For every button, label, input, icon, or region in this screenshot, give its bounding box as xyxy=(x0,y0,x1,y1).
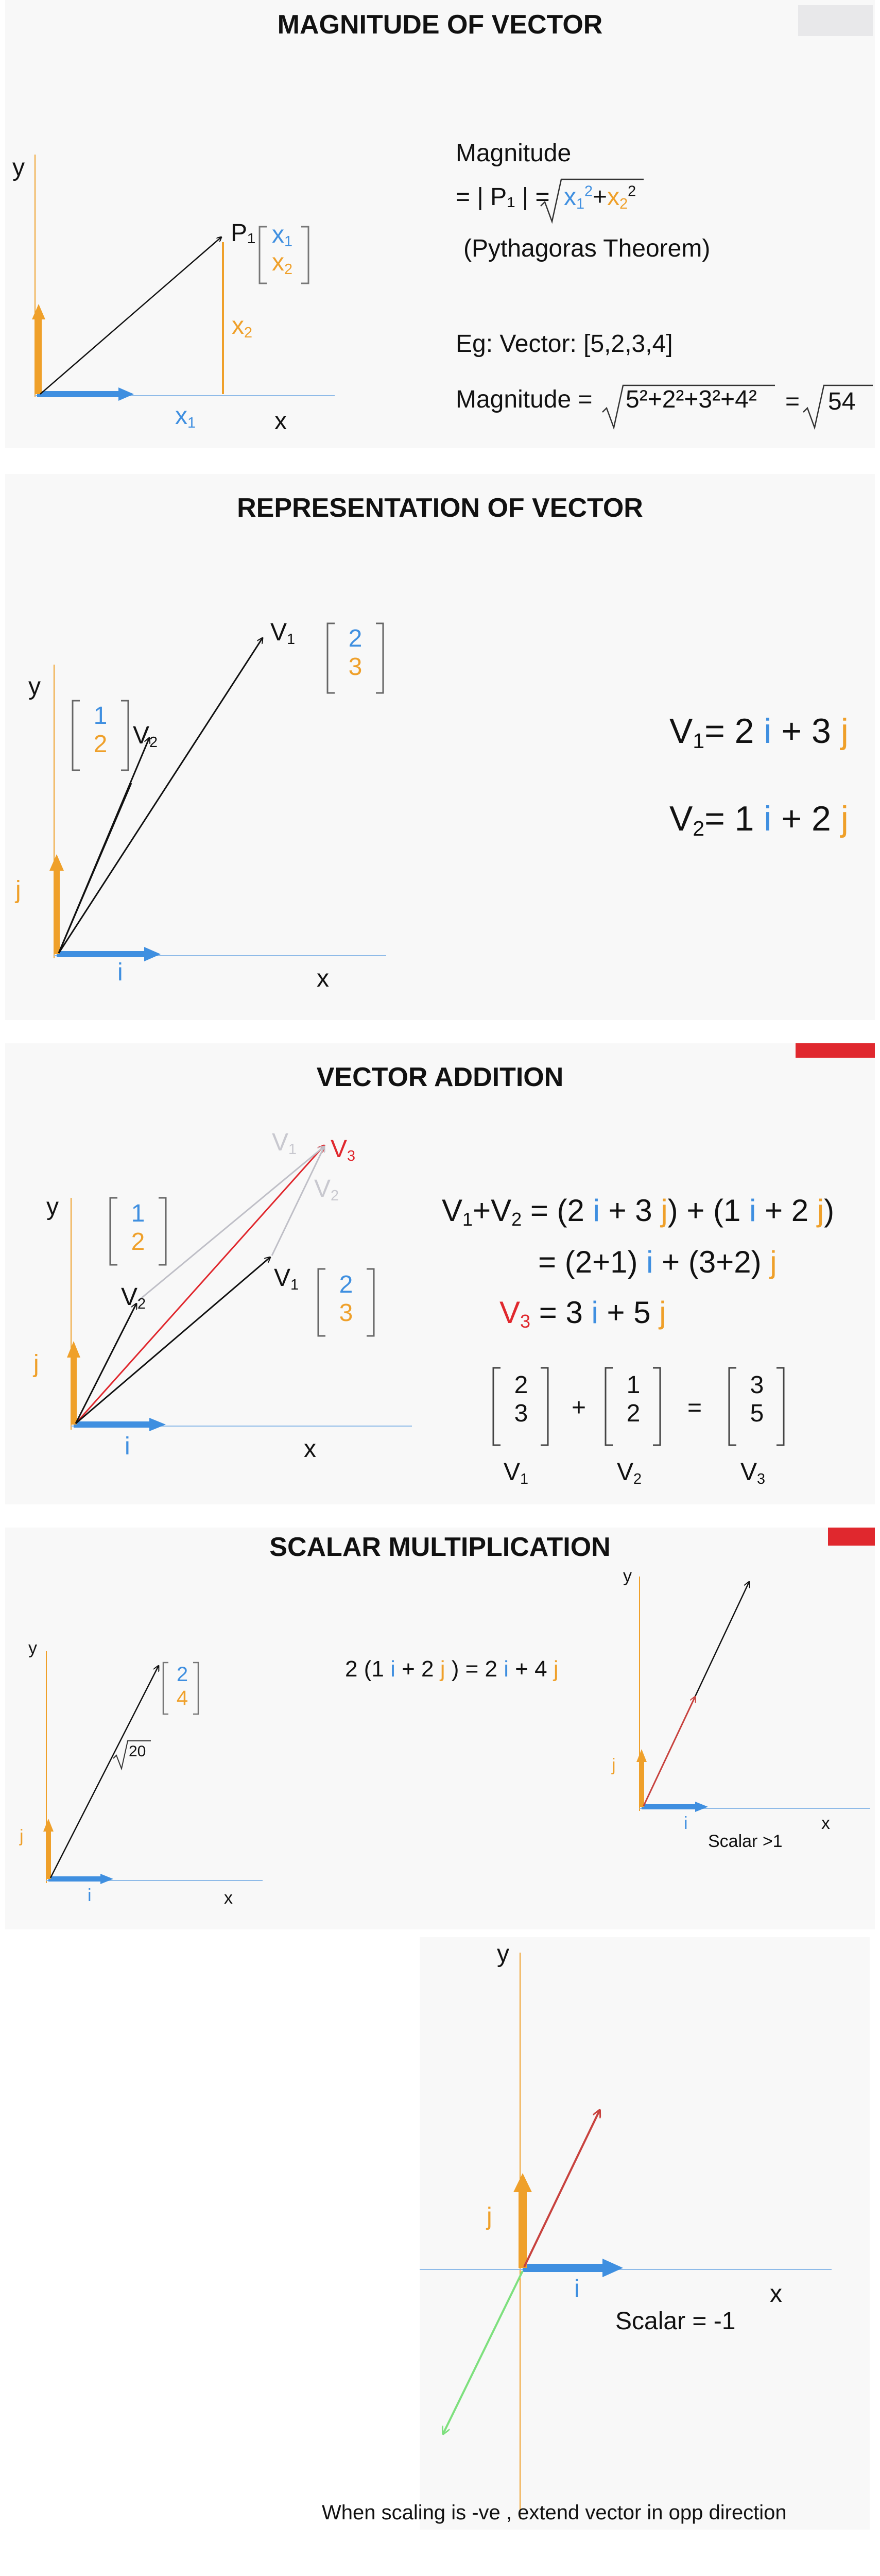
sum-m1-bracket-right xyxy=(541,1368,548,1445)
v2-column-vector: 1 2 xyxy=(131,1200,145,1256)
scalar-equation: 2 (1 i + 2 j ) = 2 i + 4 j xyxy=(345,1656,559,1682)
vector-v2-shadow xyxy=(59,783,131,953)
v1-bracket-right xyxy=(367,1269,374,1336)
bracket-right xyxy=(301,227,308,283)
x2-label: $x_2$ xyxy=(232,312,253,342)
vector-v1 xyxy=(76,1257,270,1423)
sum-m2-bracket-right xyxy=(653,1368,660,1445)
addition-line-1: $V_1+V_2 = (2$ i + 3 j) + (1 i + 2 j) xyxy=(442,1193,835,1230)
left-column-vector: 2 4 xyxy=(176,1663,188,1709)
sum-label-v1: $V_1$ xyxy=(504,1459,529,1488)
addition-line-3: $V_3 = 3$ i + 5 j xyxy=(499,1295,666,1332)
v1-bracket-right xyxy=(376,623,383,693)
left-x-axis-label: x xyxy=(224,1888,233,1908)
right-j-label: j xyxy=(612,1755,616,1775)
v3-label: $V_3$ xyxy=(331,1136,356,1165)
i-label: i xyxy=(125,1433,130,1460)
v2-bracket-right xyxy=(159,1198,166,1265)
x-axis-label: x xyxy=(770,2280,782,2308)
left-j-label: j xyxy=(20,1826,24,1846)
i-arrowhead xyxy=(144,947,161,961)
vector-p1 xyxy=(40,237,221,394)
sum-matrix-2: 1 2 xyxy=(626,1371,641,1428)
left-y-axis-label: y xyxy=(28,1638,37,1658)
bracket-left xyxy=(260,227,267,283)
panel-title: VECTOR ADDITION xyxy=(316,1062,564,1092)
example-equals: = xyxy=(785,388,800,415)
x-axis-label: x xyxy=(304,1435,316,1463)
scalar-multiplication-diagram xyxy=(5,1528,875,1929)
left-i-arrowhead xyxy=(100,1874,113,1884)
sum-label-v3: $V_3$ xyxy=(740,1459,766,1488)
x-axis-label: x xyxy=(317,965,329,992)
sum-label-v2: $V_2$ xyxy=(617,1459,642,1488)
panel-title: SCALAR MULTIPLICATION xyxy=(269,1532,611,1562)
magnitude-radicand: $x_1^2+x_2^2$ xyxy=(564,183,636,213)
i-arrowhead xyxy=(149,1418,166,1431)
p1-label: P₁ xyxy=(231,219,256,247)
magnitude-diagram xyxy=(5,0,875,448)
root-label: 20 xyxy=(129,1743,146,1760)
j-label: j xyxy=(15,876,21,904)
j-arrowhead xyxy=(513,2173,532,2192)
v2-label: $V_2$ xyxy=(133,722,158,751)
example-lhs: Magnitude = xyxy=(456,386,593,413)
v2-label: $V_2$ xyxy=(121,1283,146,1313)
magnitude-formula-prefix: = | P₁ | = xyxy=(456,183,550,211)
y-axis-label: y xyxy=(46,1193,59,1221)
sum-matrix-1: 2 3 xyxy=(514,1371,528,1428)
v2-bracket-left xyxy=(73,701,80,770)
magnitude-panel xyxy=(5,0,875,448)
j-label: j xyxy=(33,1350,39,1378)
example-vector: Eg: Vector: [5,2,3,4] xyxy=(456,330,673,358)
sum-m1-bracket-left xyxy=(493,1368,501,1445)
sum-m3-bracket-right xyxy=(777,1368,784,1445)
corner-badge xyxy=(796,1043,875,1058)
vector-v2 xyxy=(76,1303,136,1423)
y-axis-label: y xyxy=(497,1940,509,1968)
magnitude-word: Magnitude xyxy=(456,140,572,167)
i-label: i xyxy=(574,2275,580,2302)
x1-label: $x_1$ xyxy=(175,402,196,432)
v2-bracket-right xyxy=(121,701,128,770)
scalar-multiplication-panel xyxy=(5,1528,875,1929)
right-i-arrowhead xyxy=(695,1802,708,1812)
right-x-axis-label: x xyxy=(821,1814,830,1833)
v1-bracket-left xyxy=(318,1269,325,1336)
left-vector xyxy=(50,1666,159,1878)
j-label: j xyxy=(487,2203,492,2230)
v1-label: $V_1$ xyxy=(270,619,296,648)
v2-equation: $V_2= 1$ i + 2 j xyxy=(669,799,849,841)
j-arrowhead xyxy=(67,1341,80,1358)
scalar-negative-label: Scalar = -1 xyxy=(615,2308,736,2335)
right-y-axis-label: y xyxy=(623,1566,632,1586)
vector-top-entry: $x_1$ xyxy=(272,221,293,250)
positive-vector xyxy=(524,2110,600,2267)
example-result: 54 xyxy=(828,388,856,415)
left-j-arrowhead xyxy=(43,1819,54,1832)
negative-scalar-panel xyxy=(420,1937,870,2530)
right-j-arrowhead xyxy=(636,1749,647,1762)
caption: When scaling is -ve , extend vector in opp direction xyxy=(322,2501,787,2524)
right-i-label: i xyxy=(684,1814,688,1833)
left-i-label: i xyxy=(88,1886,92,1905)
i-arrowhead xyxy=(118,387,134,401)
sum-plus: + xyxy=(572,1394,586,1421)
sum-matrix-3: 3 5 xyxy=(750,1371,764,1428)
theorem-note: (Pythagoras Theorem) xyxy=(463,235,711,262)
translated-v2-label: $V_2$ xyxy=(314,1175,339,1205)
vector-bottom-entry: $x_2$ xyxy=(272,249,293,278)
panel-title: MAGNITUDE OF VECTOR xyxy=(277,10,603,40)
vector-addition-panel xyxy=(5,1043,875,1504)
v1-bracket-left xyxy=(327,623,335,693)
scalar-greater-label: Scalar >1 xyxy=(708,1832,783,1851)
negative-scalar-diagram xyxy=(420,1937,870,2530)
negative-vector xyxy=(443,2271,523,2434)
vector-v1 xyxy=(59,638,263,953)
example-radicand: 5²+2²+3²+4² xyxy=(626,386,757,413)
i-label: i xyxy=(117,959,123,986)
sum-equals: = xyxy=(687,1394,702,1421)
i-arrowhead xyxy=(602,2259,623,2277)
addition-line-2: = (2+1) i + (3+2) j xyxy=(538,1245,777,1279)
sum-m2-bracket-left xyxy=(606,1368,613,1445)
panel-title: REPRESENTATION OF VECTOR xyxy=(237,493,643,523)
v1-column-vector: 2 3 xyxy=(339,1271,353,1327)
y-axis-label: y xyxy=(28,673,41,700)
y-axis-label: y xyxy=(12,154,25,181)
v1-equation: $V_1= 2$ i + 3 j xyxy=(669,711,849,753)
right-original-vector xyxy=(644,1697,695,1806)
x-axis-label: x xyxy=(274,408,287,435)
v1-label: $V_1$ xyxy=(274,1264,299,1294)
j-arrowhead xyxy=(32,304,45,319)
v2-column-vector: 1 2 xyxy=(93,702,108,758)
translated-v1-label: $V_1$ xyxy=(272,1129,297,1158)
v1-column-vector: 2 3 xyxy=(348,625,363,681)
representation-panel xyxy=(5,474,875,1020)
sum-m3-bracket-left xyxy=(729,1368,736,1445)
j-arrowhead xyxy=(49,854,64,871)
v2-bracket-left xyxy=(110,1198,117,1265)
